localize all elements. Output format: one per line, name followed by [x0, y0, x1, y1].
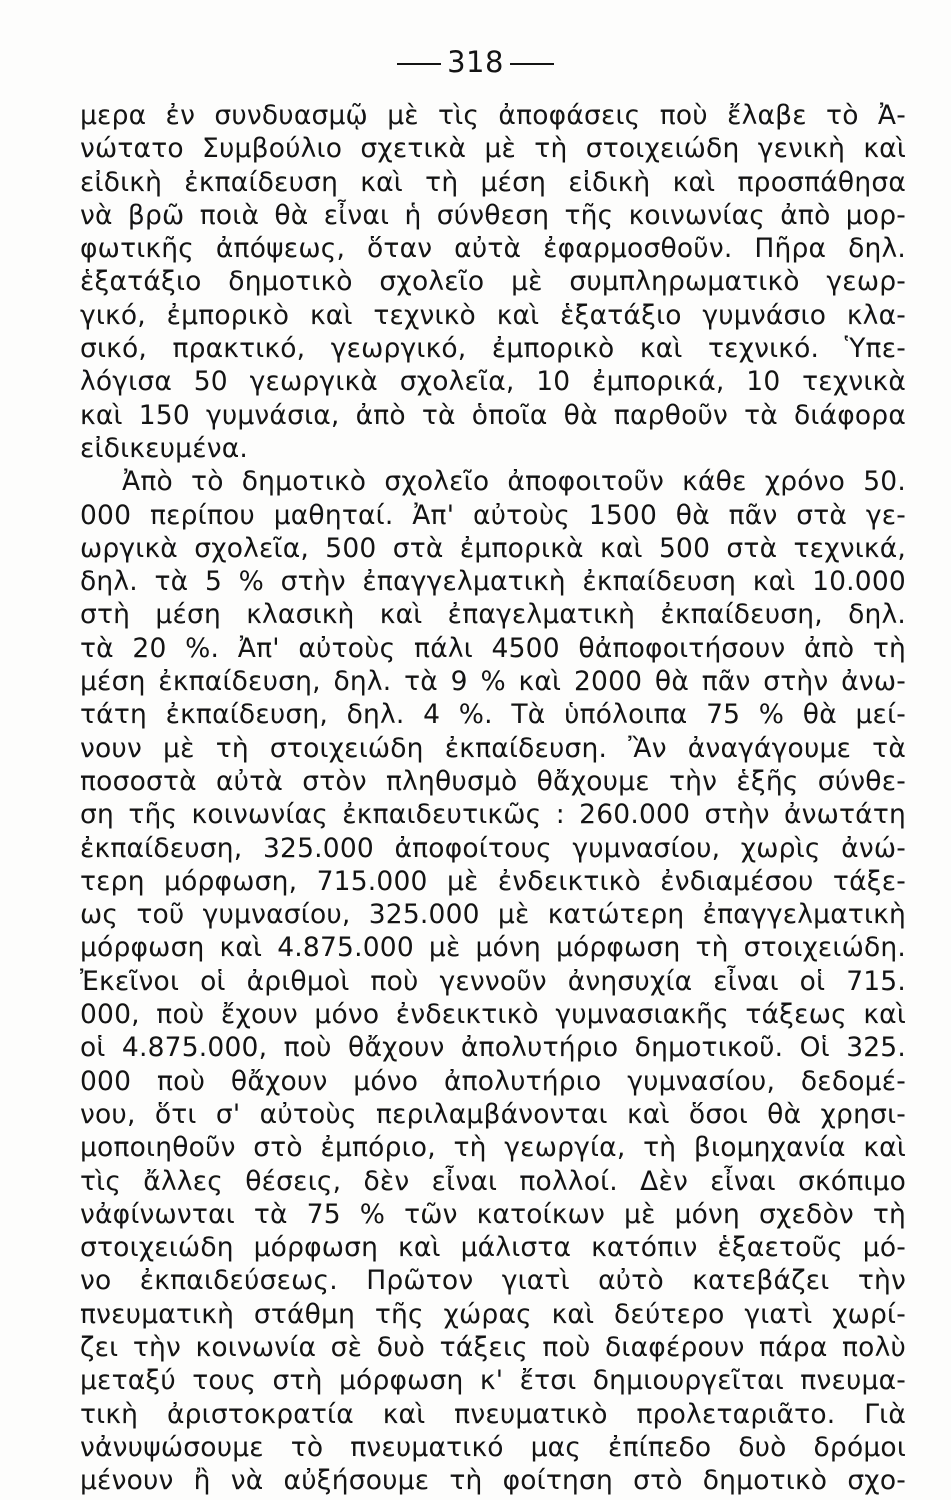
page-number-dash-left	[397, 63, 441, 65]
text-line: σικό, πρακτικό, γεωργικό, ἐμπορικὸ καὶ τεχνικό. Ὑπε-	[80, 333, 906, 365]
text-line: στοιχειώδη μόρφωση καὶ μάλιστα κατόπιν ἑξαετοῦς μό-	[80, 1232, 906, 1264]
body-text	[80, 99, 906, 1497]
text-line: γικό, ἐμπορικὸ καὶ τεχνικὸ καὶ ἑξατάξιο γυμνάσιο κλα-	[80, 299, 906, 331]
text-line: 000 ποὺ θἄχουν μόνο ἀπολυτήριο γυμνασίου, δεδομέ-	[80, 1065, 906, 1097]
text-line: τάτη ἐκπαίδευση, δηλ. 4 %. Τὰ ὑπόλοιπα 75 % θὰ μεί-	[80, 699, 906, 731]
text-line: Ἀπὸ τὸ δημοτικὸ σχολεῖο ἀποφοιτοῦν κάθε χρόνο 50.	[122, 466, 906, 498]
page-number-dash-right	[510, 63, 554, 65]
text-line: μεταξύ τους στὴ μόρφωση κ' ἔτσι δημιουργεῖται πνευμα-	[80, 1365, 906, 1397]
text-line: πνευματικὴ στάθμη τῆς χώρας καὶ δεύτερο γιατὶ χωρί-	[80, 1298, 906, 1330]
text-line: 000 περίπου μαθηταί. Ἀπ' αὐτοὺς 1500 θὰ πᾶν στὰ γε-	[80, 499, 906, 531]
text-line: δηλ. τὰ 5 % στὴν ἐπαγγελματικὴ ἐκπαίδευση καὶ 10.000	[80, 566, 906, 598]
text-line: μέση ἐκπαίδευση, δηλ. τὰ 9 % καὶ 2000 θὰ πᾶν στὴν ἀνω-	[80, 666, 906, 698]
text-line: στὴ μέση κλασικὴ καὶ ἐπαγελματικὴ ἐκπαίδευση, δηλ.	[80, 599, 906, 631]
text-line: τικὴ ἀριστοκρατία καὶ πνευματικὸ προλεταριᾶτο. Γιὰ	[80, 1398, 906, 1430]
text-line: λόγισα 50 γεωργικὰ σχολεῖα, 10 ἐμπορικά, 10 τεχνικὰ	[80, 366, 906, 398]
text-line: μένουν ἢ νὰ αὐξήσουμε τὴ φοίτηση στὸ δημοτικὸ σχο-	[80, 1465, 906, 1497]
text-line: νώτατο Συμβούλιο σχετικὰ μὲ τὴ στοιχειώδη γενικὴ καὶ	[80, 133, 906, 165]
page-number-value: 318	[447, 45, 504, 79]
text-line: μόρφωση καὶ 4.875.000 μὲ μόνη μόρφωση τὴ στοιχειώδη.	[80, 932, 906, 964]
text-line: οἱ 4.875.000, ποὺ θἄχουν ἀπολυτήριο δημοτικοῦ. Οἱ 325.	[80, 1032, 906, 1064]
text-line: νουν μὲ τὴ στοιχειώδη ἐκπαίδευση. Ἂν ἀναγάγουμε τὰ	[80, 732, 906, 764]
text-line: νὰ βρῶ ποιὰ θὰ εἶναι ἡ σύνθεση τῆς κοινωνίας ἀπὸ μορ-	[80, 199, 906, 231]
text-line: εἰδικευμένα.	[80, 432, 249, 464]
text-line: ση τῆς κοινωνίας ἐκπαιδευτικῶς : 260.000 στὴν ἀνωτάτη	[80, 799, 906, 831]
text-line: μερα ἐν συνδυασμῷ μὲ τὶς ἀποφάσεις ποὺ ἔλαβε τὸ Ἀ-	[80, 100, 906, 131]
text-line: τὶς ἄλλες θέσεις, δὲν εἶναι πολλοί. Δὲν εἶναι σκόπιμο	[80, 1165, 906, 1197]
text-line: τὰ 20 %. Ἀπ' αὐτοὺς πάλι 4500 θἀποφοιτήσουν ἀπὸ τὴ	[80, 632, 906, 664]
text-line: ποσοστὰ αὐτὰ στὸν πληθυσμὸ θἄχουμε τὴν ἑξῆς σύνθε-	[80, 765, 906, 797]
page-number	[0, 42, 951, 82]
text-line: νο ἐκπαιδεύσεως. Πρῶτον γιατὶ αὐτὸ κατεβάζει τὴν	[80, 1265, 906, 1297]
text-line: ως τοῦ γυμνασίου, 325.000 μὲ κατώτερη ἐπαγγελματικὴ	[80, 899, 906, 931]
text-line: 000, ποὺ ἔχουν μόνο ἐνδεικτικὸ γυμνασιακῆς τάξεως καὶ	[80, 999, 906, 1031]
text-line: νἀφίνωνται τὰ 75 % τῶν κατοίκων μὲ μόνη σχεδὸν τὴ	[80, 1198, 906, 1230]
text-line: καὶ 150 γυμνάσια, ἀπὸ τὰ ὁποῖα θὰ παρθοῦν τὰ διάφορα	[80, 399, 906, 431]
text-line: φωτικῆς ἀπόψεως, ὅταν αὐτὰ ἐφαρμοσθοῦν. Πῆρα δηλ.	[80, 233, 906, 265]
text-line: νου, ὅτι σ' αὐτοὺς περιλαμβάνονται καὶ ὅσοι θὰ χρησι-	[80, 1098, 906, 1130]
text-line: μοποιηθοῦν στὸ ἐμπόριο, τὴ γεωργία, τὴ βιομηχανία καὶ	[80, 1132, 906, 1164]
text-line: εἰδικὴ ἐκπαίδευση καὶ τὴ μέση εἰδικὴ καὶ προσπάθησα	[80, 166, 906, 198]
text-line: ἑξατάξιο δημοτικὸ σχολεῖο μὲ συμπληρωματικὸ γεωρ-	[80, 266, 906, 298]
text-line: ωργικὰ σχολεῖα, 500 στὰ ἐμπορικὰ καὶ 500 στὰ τεχνικά,	[80, 532, 906, 564]
text-line: νἀνυψώσουμε τὸ πνευματικό μας ἐπίπεδο δυὸ δρόμοι	[80, 1431, 906, 1463]
text-line: ἐκπαίδευση, 325.000 ἀποφοίτους γυμνασίου, χωρὶς ἀνώ-	[80, 832, 906, 864]
text-line: τερη μόρφωση, 715.000 μὲ ἐνδεικτικὸ ἐνδιαμέσου τάξε-	[80, 865, 906, 897]
text-line: ζει τὴν κοινωνία σὲ δυὸ τάξεις ποὺ διαφέρουν πάρα πολὺ	[80, 1331, 906, 1363]
text-line: Ἐκεῖνοι οἱ ἀριθμοὶ ποὺ γεννοῦν ἀνησυχία εἶναι οἱ 715.	[80, 965, 906, 997]
